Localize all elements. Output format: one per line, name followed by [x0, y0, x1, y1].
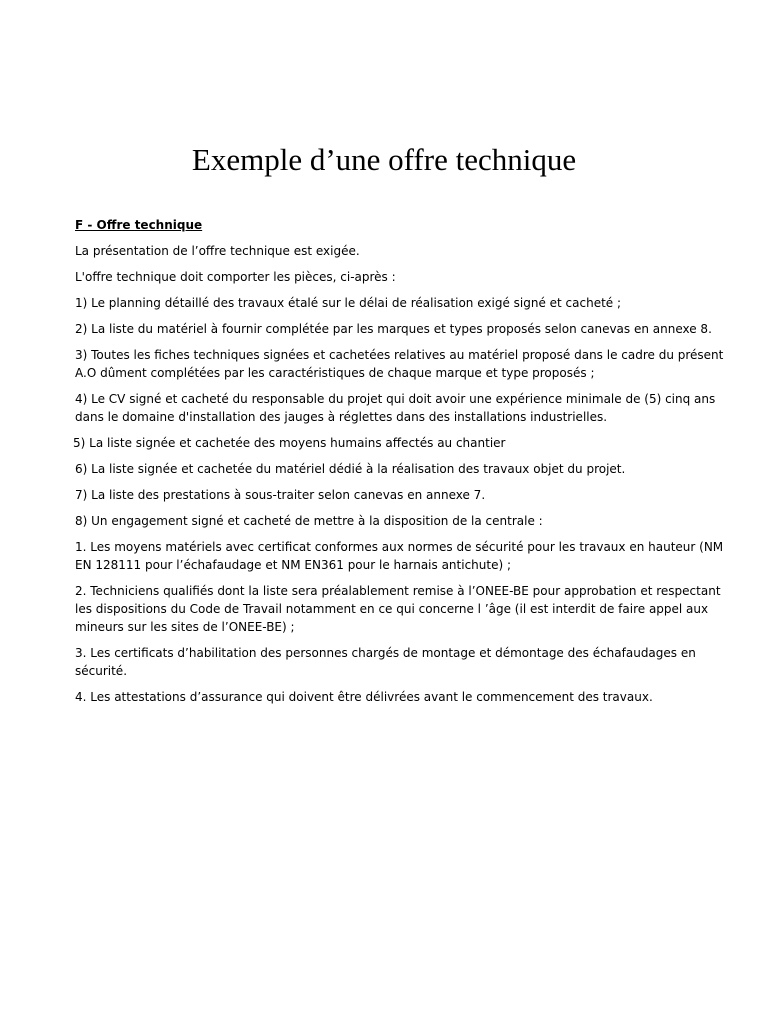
paragraph-item-2: 2) La liste du matériel à fournir complétée par les marques et types proposés selon canevas en annexe 8.	[75, 322, 712, 336]
paragraph-intro: La présentation de l’offre technique est exigée.	[75, 244, 360, 258]
paragraph-item-3: 3) Toutes les fiches techniques signées et cachetées relatives au matériel proposé dans le cadre du présent A.O dûment complétées par les caractéristiques de chaque marque et type proposés ;	[75, 348, 724, 380]
paragraph-item-8: 8) Un engagement signé et cacheté de mettre à la disposition de la centrale :	[75, 514, 543, 528]
paragraph-item-1: 1) Le planning détaillé des travaux étalé sur le délai de réalisation exigé signé et cacheté ;	[75, 296, 622, 310]
paragraph-sub-3: 3. Les certificats d’habilitation des personnes chargés de montage et démontage des échafaudages en sécurité.	[75, 646, 696, 678]
paragraph-item-7: 7) La liste des prestations à sous-traiter selon canevas en annexe 7.	[75, 488, 486, 502]
paragraph-list-intro: L'offre technique doit comporter les pièces, ci-après :	[75, 270, 396, 284]
document-body	[73, 216, 739, 714]
paragraph-item-6: 6) La liste signée et cachetée du matériel dédié à la réalisation des travaux objet du projet.	[75, 462, 626, 476]
paragraph-item-4: 4) Le CV signé et cacheté du responsable du projet qui doit avoir une expérience minimale de (5) cinq ans dans le domaine d'installation des jauges à réglettes dans des installations industrielles.	[75, 392, 716, 424]
document-title: Exemple d’une offre technique	[191, 142, 577, 177]
paragraph-sub-4: 4. Les attestations d’assurance qui doivent être délivrées avant le commencement des travaux.	[75, 690, 653, 704]
paragraph-item-5: 5) La liste signée et cachetée des moyens humains affectés au chantier	[73, 436, 506, 450]
paragraph-sub-1: 1. Les moyens matériels avec certificat conformes aux normes de sécurité pour les travaux en hauteur (NM EN 128111 pour l’échafaudage et NM EN361 pour le harnais antichute) ;	[75, 540, 724, 572]
paragraph-sub-2: 2. Techniciens qualifiés dont la liste sera préalablement remise à l’ONEE-BE pour approbation et respectant les dispositions du Code de Travail notamment en ce qui concerne l ’âge (il est interdit de faire appel aux mineurs sur les sites de l’ONEE-BE) ;	[75, 584, 721, 634]
section-heading: F - Offre technique	[75, 218, 203, 232]
